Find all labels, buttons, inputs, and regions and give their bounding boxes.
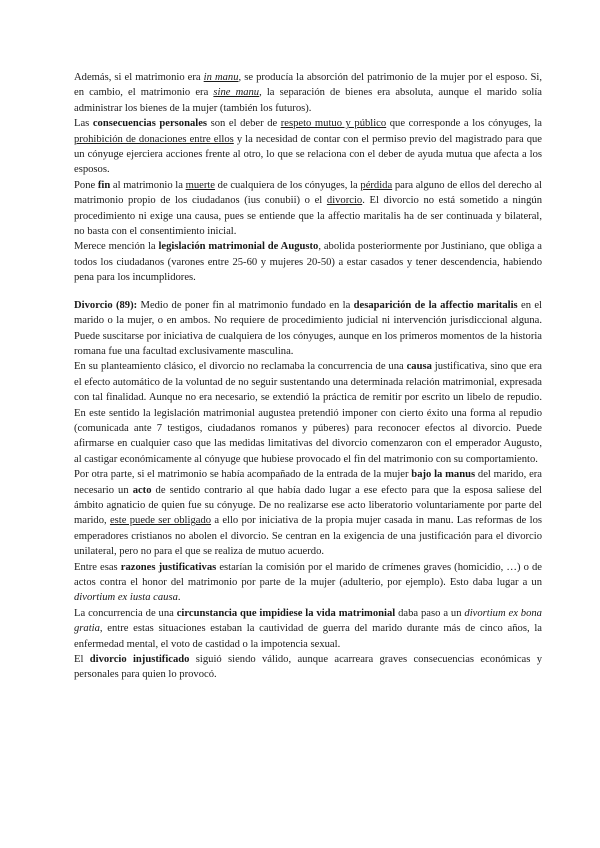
text-run: , abolida posteriormente por Justiniano, que obliga a todos los ciudadanos (varones entre 25-60 y mujeres 20-50) a estar casados y tener descendencia, habiendo pena para los incumplidores. (74, 241, 542, 284)
text-run: son el deber de (207, 118, 281, 130)
text-run: bajo la manus (411, 469, 476, 481)
text-run: causa (406, 361, 432, 373)
text-run: del marido, era necesario un (74, 469, 543, 496)
text-run: a ello por iniciativa de la propia mujer casada in manu. Las reformas de los emperadores cristianos no abolen el divorcio. Se centran en la exigencia de una justificación para el divorcio unilateral, pero no para el que se realiza de mutuo acuerdo. (74, 515, 542, 558)
text-run: divorcio injustificado (89, 654, 190, 666)
paragraph-razones-justificativas (74, 560, 542, 606)
text-run: Entre esas (74, 561, 121, 573)
text-run: Las (74, 118, 93, 130)
paragraph-legislacion-augusto (74, 239, 542, 285)
text-run: Divorcio (89): (74, 299, 138, 311)
text-run: divortium ex iusta causa (74, 592, 178, 604)
paragraph-divorcio-injustificado (74, 652, 542, 683)
text-run: fin (97, 179, 111, 191)
paragraph-consecuencias-personales (74, 116, 542, 178)
text-run: Por otra parte, si el matrimonio se había acompañado de la entrada de la mujer (74, 469, 412, 481)
text-run: en el marido o la mujer, o en ambos. No requiere de procedimiento judicial ni intervención jurisdiccional alguna. Puede suscitarse por iniciativa de cualquiera de los cónyuges, aunque en los primeros momentos de la historia romana fue una facultad exclusivamente masculina. (74, 299, 542, 357)
text-run: de cualquiera de los cónyuges, la (215, 179, 361, 191)
text-run: para alguno de ellos del derecho al matrimonio propio de los ciudadanos (ius conubii) o el (74, 179, 542, 207)
paragraph-patrimonio (74, 70, 542, 116)
text-run: Merece mención la (74, 241, 159, 253)
text-run: , la separación de bienes era absoluta, aunque el marido solía administrar los bienes de la mujer (también los futuros). (74, 87, 542, 114)
text-run: acto (132, 484, 152, 496)
text-run: sine manu (213, 87, 260, 99)
text-run: y la necesidad de contar con el permiso previo del magistrado para que un cónyuge ejerciera acciones frente al otro, lo que se relaciona con el deber de ayuda mutua que afecta a los esposos. (74, 133, 542, 176)
text-run: razones justificativas (120, 561, 217, 573)
text-run: de sentido contrario al que había dado lugar a ese efecto para que la esposa saliese del ámbito agnaticio de quien fue su cónyuge. De no realizarse ese acto liberatorio voluntariamente por parte del marido, (74, 484, 542, 527)
text-run: , se producía la absorción del patrimonio de la mujer por el esposo. Si, en cambio, el matrimonio era (74, 72, 542, 99)
text-run: siguió siendo válido, aunque acarreara graves consecuencias económicas y personales para quien lo provocó. (74, 654, 542, 681)
text-run: La concurrencia de una (74, 607, 177, 619)
text-run: , entre estas situaciones estaban la cautividad de guerra del marido durante más de cinco años, la enfermedad mental, el voto de castidad o la impotencia sexual. (74, 623, 542, 650)
text-run: in manu (203, 72, 239, 83)
text-run: . El divorcio no está sometido a ningún procedimiento ni exige una causa, pues se entiende que la affectio maritalis ha de ser continuada y bilateral, no basta con el consentimiento inicial. (74, 195, 542, 238)
paragraph-divorcio-definicion (74, 298, 542, 360)
text-run: muerte (185, 179, 216, 191)
text-run: Además, si el matrimonio era (74, 72, 204, 83)
text-run: prohibición de donaciones entre ellos (74, 133, 234, 145)
text-run: daba paso a un (395, 607, 465, 619)
text-run: respeto mutuo y público (280, 118, 387, 130)
text-run: legislación matrimonial de Augusto (158, 241, 319, 253)
text-run: circunstancia que impidiese la vida matrimonial (176, 607, 396, 619)
text-run: que corresponde a los cónyuges, la (386, 118, 542, 130)
paragraph-manus (74, 467, 542, 559)
text-run: divortium ex bona gratia (74, 607, 542, 635)
text-run: pérdida (360, 179, 393, 191)
text-run: consecuencias personales (92, 118, 208, 130)
text-run: este puede ser obligado (109, 515, 212, 527)
paragraph-bona-gratia (74, 606, 542, 652)
text-run: Medio de poner fin al matrimonio fundado en la (137, 299, 354, 311)
text-run: En su planteamiento clásico, el divorcio no reclamaba la concurrencia de una (74, 361, 407, 373)
text-run: El (74, 654, 90, 666)
paragraph-fin-matrimonio (74, 178, 542, 240)
document-body (74, 70, 542, 683)
text-run: estarían la comisión por el marido de crímenes graves (homicidio, …) o de actos contra el honor del matrimonio por parte de la mujer (adulterio, por ejemplo). Esto daba lugar a un (74, 561, 542, 588)
text-run: Pone (74, 179, 98, 191)
text-run: divorcio (326, 195, 363, 207)
text-run: . (177, 592, 181, 604)
paragraph-planteamiento-clasico (74, 359, 542, 467)
text-run: justificativa, sino que era el efecto automático de la voluntad de no seguir sustentando una determinada relación matrimonial, expresada con tal finalidad. Aunque no era necesario, se extendió la práctica de remitir por escrito un libelo de repudio. En este sentido la legislación matrimonial augustea pretendió imponer con cierto éxito una forma al repudio (comunicada ante 7 testigos, ciudadanos romanos y púberes) para reconocer efectos al divorcio. Puede afirmarse en cualquier caso que las medidas limitativas del divorcio comenzaron con el emperador Augusto, al castigar económicamente al cónyuge que hubiese provocado el fin del matrimonio con su comportamiento. (74, 361, 542, 465)
text-run: al matrimonio la (110, 179, 186, 191)
text-run: desaparición de la affectio maritalis (353, 299, 518, 311)
